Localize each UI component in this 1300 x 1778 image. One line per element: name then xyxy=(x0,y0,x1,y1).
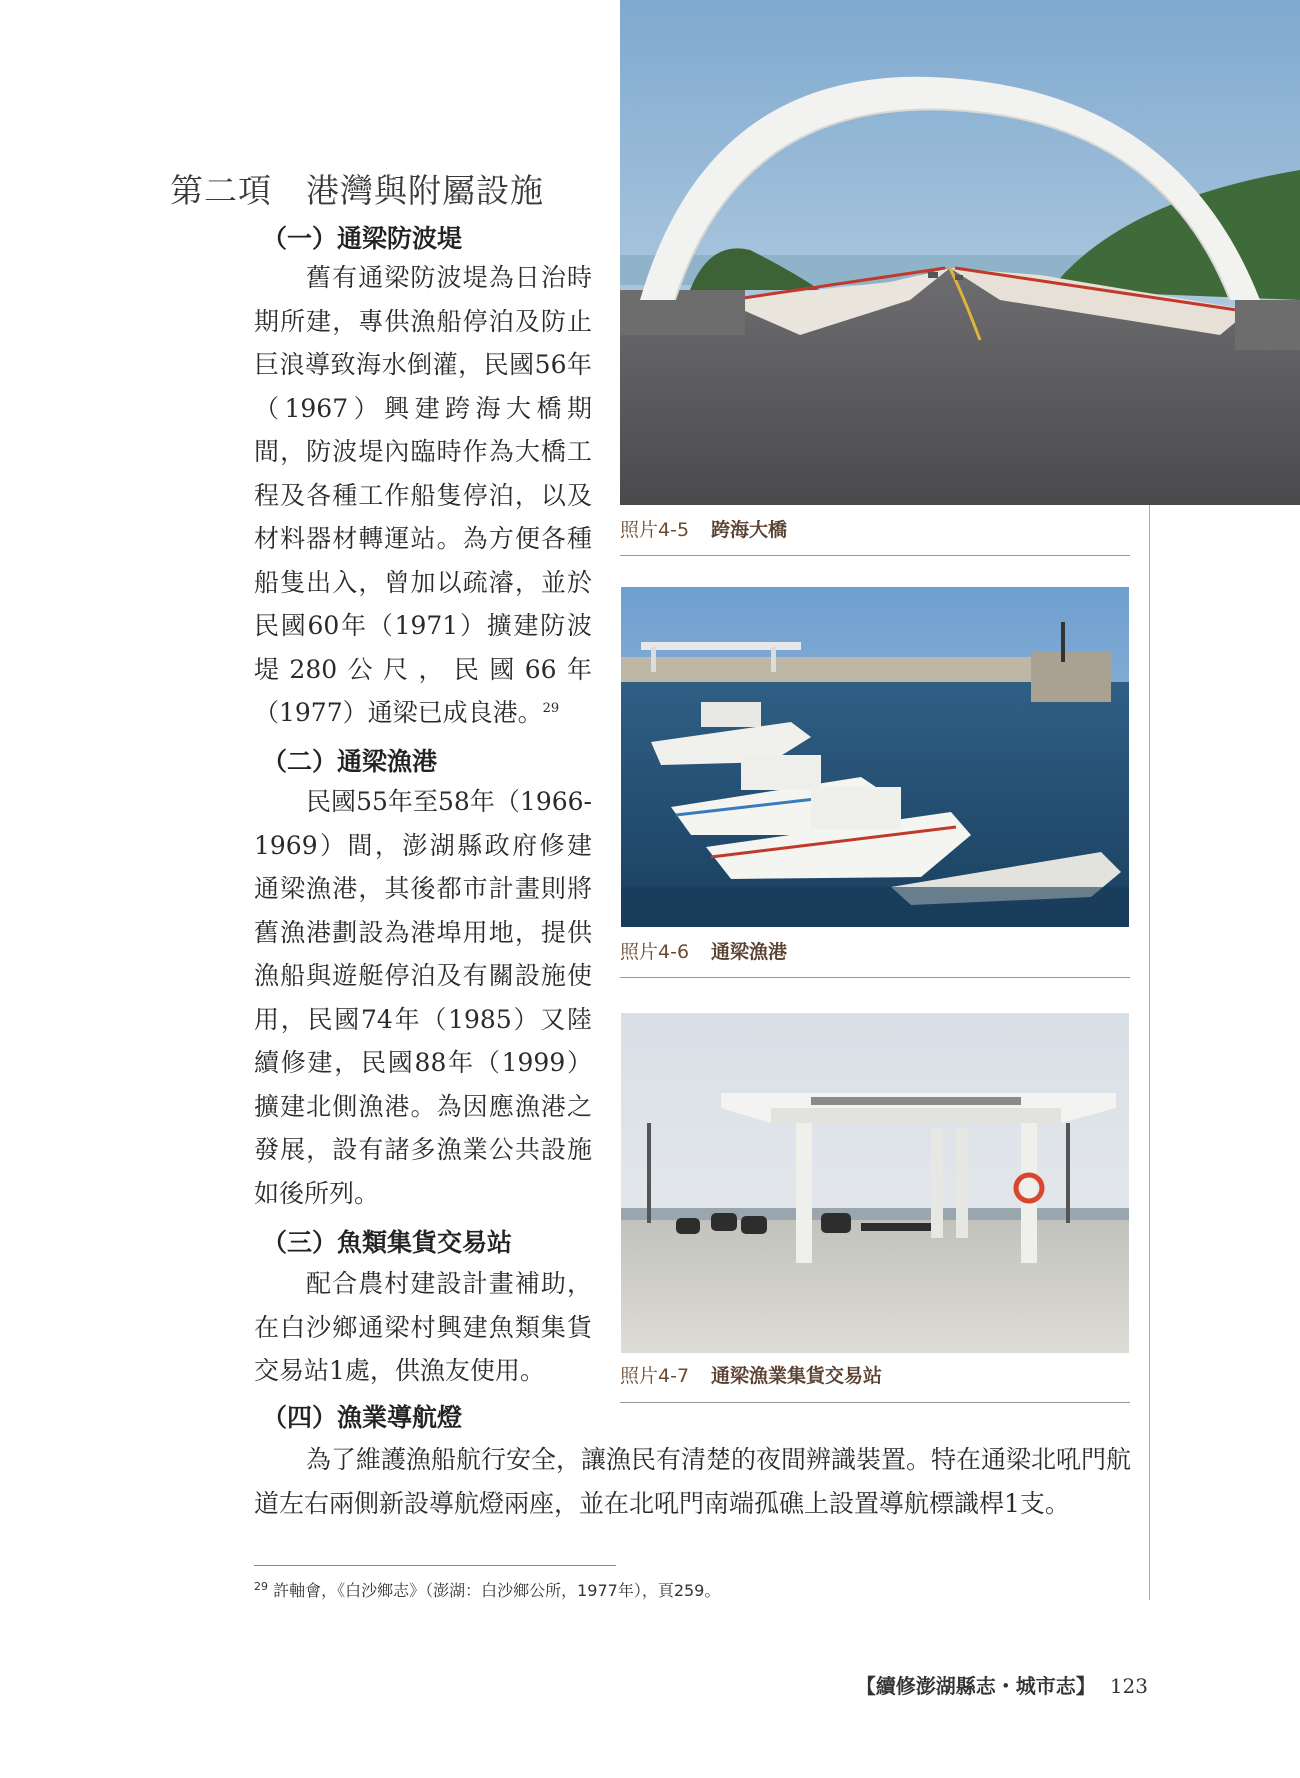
caption-rule-1 xyxy=(620,555,1130,556)
photo-caption-text-1: 跨海大橋 xyxy=(711,519,788,541)
subsection-body-2 xyxy=(254,780,592,1215)
photo-caption-1 xyxy=(620,515,787,542)
photo-number-3: 照片4-7 xyxy=(620,1365,690,1387)
running-footer xyxy=(856,1670,1148,1699)
subsection-body-1 xyxy=(254,256,592,735)
section-prefix: 第二項 xyxy=(170,171,272,210)
photo-bridge xyxy=(620,0,1300,505)
subsection-heading-3: （三）魚類集貨交易站 xyxy=(262,1228,513,1257)
photo-caption-2 xyxy=(620,937,787,964)
footnote-ref: 29 xyxy=(542,701,560,716)
section-title xyxy=(170,165,544,212)
subsection-body-4 xyxy=(254,1438,1134,1525)
footnote xyxy=(254,1578,720,1601)
subsection-text-1: 舊有通梁防波堤為日治時期所建，專供漁船停泊及防止巨浪導致海水倒灌，民國56年（1967）興建跨海大橋期間，防波堤內臨時作為大橋工程及各種工作船隻停泊，以及材料器材轉運站。為方便各種船隻出入，曾加以疏濬，並於民國60年（1971）擴建防波堤280公尺，民國66年（1977）通梁已成良港。 xyxy=(254,263,592,727)
footnote-number: 29 xyxy=(254,1580,268,1593)
subsection-heading-4: （四）漁業導航燈 xyxy=(262,1403,463,1432)
subsection-text-4: 為了維護漁船航行安全，讓漁民有清楚的夜間辨識裝置。特在通梁北吼門航道左右兩側新設導航燈兩座，並在北吼門南端孤礁上設置導航標識桿1支。 xyxy=(254,1445,1132,1518)
footnote-rule xyxy=(254,1565,616,1566)
caption-rule-2 xyxy=(620,977,1130,978)
subsection-heading-1: （一）通梁防波堤 xyxy=(262,224,463,253)
photo-number-2: 照片4-6 xyxy=(620,941,690,963)
page-number: 123 xyxy=(1109,1674,1148,1698)
subsection-heading-2: （二）通梁漁港 xyxy=(262,747,438,776)
subsection-text-2: 民國55年至58年（1966-1969）間，澎湖縣政府修建通梁漁港，其後都市計畫則將舊漁港劃設為港埠用地，提供漁船與遊艇停泊及有關設施使用，民國74年（1985）又陸續修建，民國88年（1999）擴建北側漁港。為因應漁港之發展，設有諸多漁業公共設施如後所列。 xyxy=(254,787,592,1208)
subsection-body-3 xyxy=(254,1262,592,1393)
footnote-text: 許軸會，《白沙鄉志》（澎湖：白沙鄉公所，1977年），頁259。 xyxy=(273,1581,721,1600)
section-title-text: 港灣與附屬設施 xyxy=(306,171,544,210)
photo-number-1: 照片4-5 xyxy=(620,519,690,541)
caption-rule-3 xyxy=(620,1402,1130,1403)
book-title: 【續修澎湖縣志・城市志】 xyxy=(855,1674,1096,1698)
subsection-text-3: 配合農村建設計畫補助，在白沙鄉通梁村興建魚類集貨交易站1處，供漁友使用。 xyxy=(254,1269,592,1385)
photo-harbor xyxy=(621,587,1129,927)
photo-caption-text-3: 通梁漁業集貨交易站 xyxy=(711,1365,883,1387)
photo-caption-3 xyxy=(620,1361,882,1388)
photo-market-station xyxy=(621,1013,1129,1353)
photo-caption-text-2: 通梁漁港 xyxy=(711,941,788,963)
margin-rule xyxy=(1149,505,1150,1600)
